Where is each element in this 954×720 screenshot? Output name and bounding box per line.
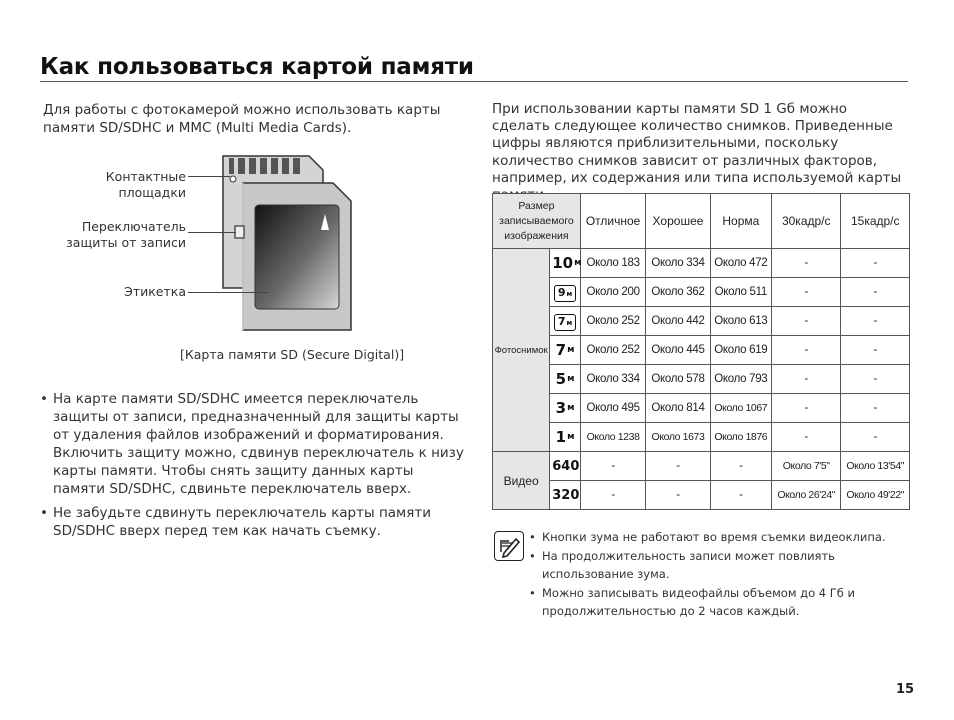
- note-item: • Можно записывать видеофайлы объемом до 4 Гб и продолжительностью до 2 часов каждый.: [529, 585, 856, 618]
- cell-30fps: Около 7'5": [771, 452, 841, 481]
- capacity-paragraph: При использовании карты памяти SD 1 Gб можно сделать следующее количество снимков. Приведенные цифры являются приблизительными, поскольку количество снимков зависит от различных факторов, например, их содержания или типа используемой карты: [492, 101, 902, 186]
- cell-normal: Около 1067: [710, 394, 771, 423]
- cell-good: Около 814: [646, 394, 710, 423]
- sd-card-illustration: [205, 150, 365, 335]
- cell-fine: Около 495: [580, 394, 645, 423]
- video-size-icon-cell: [550, 452, 581, 481]
- video-320-icon: 320: [552, 487, 580, 503]
- page-title: Как пользоваться картой памяти: [40, 54, 474, 80]
- header-size: Размер записываемого изображения: [493, 194, 581, 249]
- cell-good: -: [646, 452, 710, 481]
- cell-15fps: -: [841, 423, 910, 452]
- size-icon-cell: [550, 365, 581, 394]
- cell-good: Около 334: [646, 249, 710, 278]
- cell-normal: Около 1876: [710, 423, 771, 452]
- video-640-icon: 640: [552, 458, 580, 474]
- cell-fine: Около 252: [580, 336, 645, 365]
- cell-30fps: -: [771, 249, 841, 278]
- 9-mp-wide-icon: 9м: [554, 285, 576, 302]
- table-row: [493, 278, 910, 307]
- cell-30fps: -: [771, 365, 841, 394]
- group-photo: Фотоснимок: [493, 249, 550, 452]
- cell-good: Около 362: [646, 278, 710, 307]
- 7-mp-wide-icon: 7м: [554, 314, 576, 331]
- cell-15fps: Около 49'22": [841, 481, 910, 510]
- bullet-item: • Не забудьте сдвинуть переключатель карты памяти SD/SDHC вверх перед тем как начать съемку.: [40, 505, 431, 539]
- bullet-dot: •: [40, 391, 48, 407]
- cell-15fps: -: [841, 336, 910, 365]
- cell-15fps: -: [841, 307, 910, 336]
- leader-switch: [188, 232, 236, 233]
- cell-good: Около 578: [646, 365, 710, 394]
- table-row: [493, 452, 910, 481]
- cell-good: Около 442: [646, 307, 710, 336]
- notes-list: [529, 528, 909, 621]
- page-number: 15: [896, 682, 915, 697]
- size-icon-cell: [550, 423, 581, 452]
- size-icon-cell: [550, 249, 581, 278]
- title-divider: [40, 81, 908, 82]
- write-protect-switch: [235, 226, 244, 238]
- callout-contacts: Контактные площадки: [105, 169, 186, 200]
- cell-normal: -: [710, 481, 771, 510]
- header-15fps: 15кадр/с: [841, 194, 910, 249]
- cell-good: Около 1673: [646, 423, 710, 452]
- note-item: • Кнопки зума не работают во время съемки видеоклипа.: [529, 530, 886, 544]
- cell-normal: Около 613: [710, 307, 771, 336]
- table-row: [493, 307, 910, 336]
- callout-label: Этикетка: [124, 284, 186, 299]
- bullet-list: [40, 390, 468, 546]
- cell-fine: Около 252: [580, 307, 645, 336]
- header-30fps: 30кадр/с: [771, 194, 841, 249]
- cell-fine: Около 1238: [580, 423, 645, 452]
- cell-normal: Около 511: [710, 278, 771, 307]
- size-icon-cell: [550, 278, 581, 307]
- table-row: [493, 249, 910, 278]
- cell-fine: -: [580, 452, 645, 481]
- size-icon-cell: [550, 336, 581, 365]
- note-item: • На продолжительность записи может повлиять использование зума.: [529, 548, 835, 581]
- cell-30fps: -: [771, 394, 841, 423]
- 5-mp-icon: $5^м$: [555, 369, 575, 388]
- size-icon-cell: [550, 307, 581, 336]
- header-fine: Отличное: [580, 194, 645, 249]
- cell-15fps: -: [841, 394, 910, 423]
- leader-label: [188, 292, 268, 293]
- leader-contacts: [188, 176, 230, 177]
- cell-good: -: [646, 481, 710, 510]
- cell-15fps: -: [841, 249, 910, 278]
- 7-mp-icon: $7^м$: [555, 340, 575, 359]
- 3-mp-icon: $3^м$: [555, 398, 575, 417]
- table-row: [493, 365, 910, 394]
- cell-30fps: -: [771, 278, 841, 307]
- cell-fine: -: [580, 481, 645, 510]
- table-row: [493, 481, 910, 510]
- cell-30fps: -: [771, 307, 841, 336]
- table-row: [493, 336, 910, 365]
- cell-15fps: -: [841, 278, 910, 307]
- cell-fine: Около 334: [580, 365, 645, 394]
- bullet-dot: •: [40, 505, 48, 521]
- table-header-row: [493, 194, 910, 249]
- cell-15fps: Около 13'54": [841, 452, 910, 481]
- group-video: Видео: [493, 452, 550, 510]
- cell-fine: Около 200: [580, 278, 645, 307]
- cell-good: Около 445: [646, 336, 710, 365]
- cell-normal: -: [710, 452, 771, 481]
- note-pencil-icon: [494, 531, 524, 561]
- cell-30fps: -: [771, 423, 841, 452]
- table-row: [493, 423, 910, 452]
- cell-15fps: -: [841, 365, 910, 394]
- size-icon-cell: [550, 394, 581, 423]
- bullet-item: • На карте памяти SD/SDHC имеется переключатель защиты от записи, предназначенный для защиты карты от удаления файлов изображений и форматирования. Включить защиту можно, сдвинув переключатель к низу карты памяти. Чтобы снять защиту данных карты памяти SD/SDHC, сдвиньте переключатель вверх.: [40, 391, 464, 497]
- header-good: Хорошее: [646, 194, 710, 249]
- figure-caption: [Карта памяти SD (Secure Digital)]: [180, 347, 405, 362]
- cell-normal: Около 793: [710, 365, 771, 394]
- cell-fine: Около 183: [580, 249, 645, 278]
- callout-switch: Переключатель защиты от записи: [66, 219, 186, 250]
- 1-mp-icon: $1^м$: [555, 427, 575, 446]
- intro-paragraph: Для работы с фотокамерой можно использовать карты памяти SD/SDHC и MMC (Multi Media Cards).: [43, 102, 441, 136]
- cell-normal: Около 619: [710, 336, 771, 365]
- video-size-icon-cell: [550, 481, 581, 510]
- header-normal: Норма: [710, 194, 771, 249]
- table-row: [493, 394, 910, 423]
- cell-30fps: Около 26'24": [771, 481, 841, 510]
- cell-normal: Около 472: [710, 249, 771, 278]
- 10-mp-icon: $10^м$: [552, 253, 582, 272]
- capacity-table: [492, 193, 910, 510]
- cell-30fps: -: [771, 336, 841, 365]
